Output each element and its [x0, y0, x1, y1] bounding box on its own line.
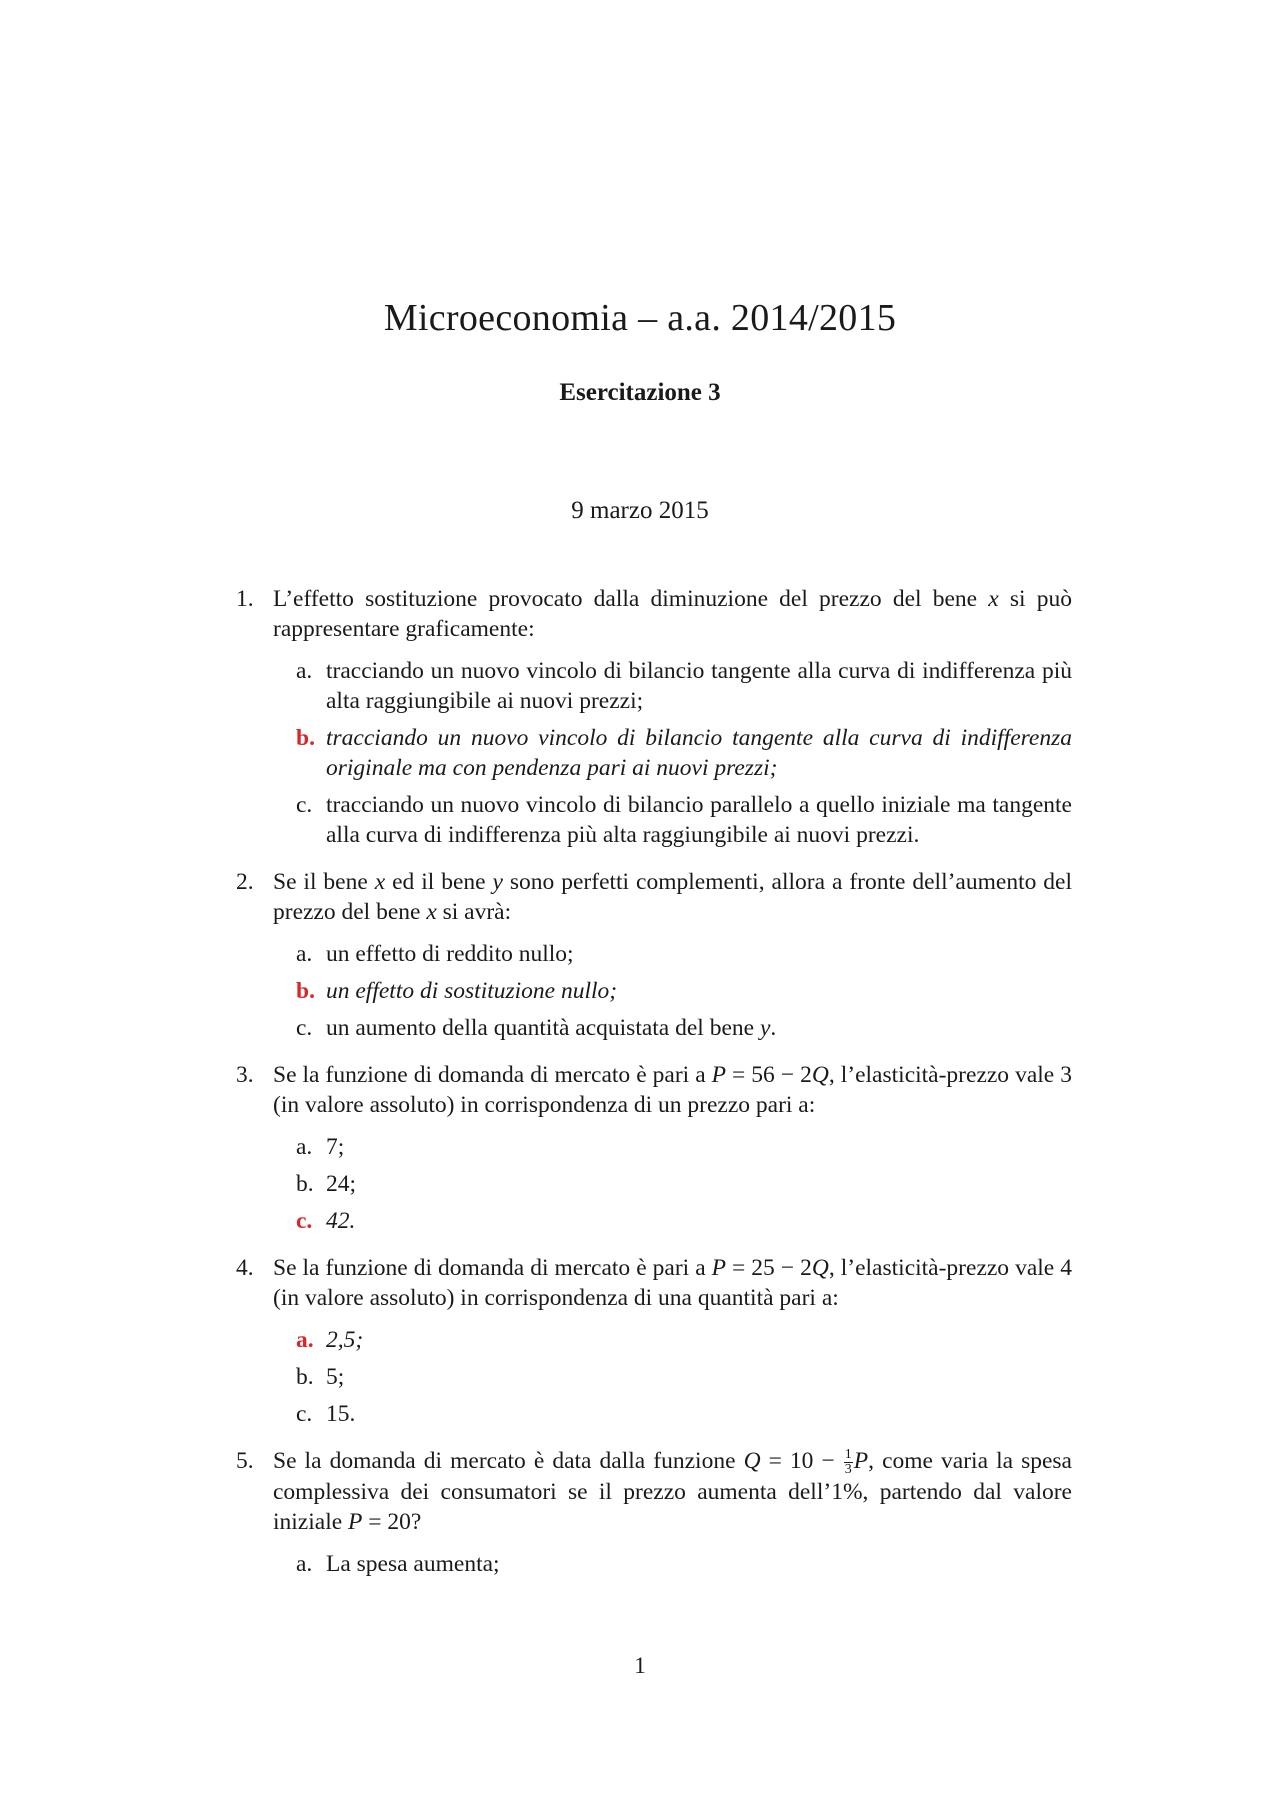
question-number: 4. — [236, 1255, 254, 1281]
option-list — [273, 1549, 1072, 1579]
page-number: 1 — [634, 1653, 646, 1678]
option-letter: b. — [296, 725, 315, 751]
question-list — [236, 584, 1072, 1596]
option-text: 42. — [326, 1208, 356, 1234]
option-c — [296, 790, 1072, 850]
option-a — [296, 1549, 1072, 1579]
option-text: tracciando un nuovo vincolo di bilancio tangente alla curva di indifferenza più alta raggiungibile ai nuovi prezzi; — [326, 658, 1072, 714]
option-letter: a. — [296, 1327, 314, 1353]
option-a — [296, 1132, 1072, 1162]
question-number: 1. — [236, 586, 254, 612]
option-letter: b. — [296, 1171, 314, 1197]
option-text: un aumento della quantità acquistata del bene y. — [326, 1015, 777, 1041]
option-c — [296, 1013, 1072, 1043]
question-5 — [236, 1446, 1072, 1579]
question-3 — [236, 1060, 1072, 1236]
option-letter: c. — [296, 1401, 313, 1427]
option-text: 2,5; — [326, 1327, 364, 1353]
option-text: tracciando un nuovo vincolo di bilancio tangente alla curva di indifferenza originale ma con pendenza pari ai nuovi prezzi; — [326, 725, 1072, 781]
document-subtitle: Esercitazione 3 — [559, 379, 721, 406]
fraction-one-third: $\frac{1}{3}$ — [844, 1447, 852, 1478]
option-text: tracciando un nuovo vincolo di bilancio parallelo a quello iniziale ma tangente alla curva di indifferenza più alta raggiungibile ai nuovi prezzi. — [326, 792, 1072, 848]
question-text: Se la funzione di domanda di mercato è pari a P = 56 − 2Q, l’elasticità-prezzo vale 3 (in valore assoluto) in corrispondenza di un prezzo pari a: — [273, 1062, 1072, 1118]
question-1 — [236, 584, 1072, 850]
question-number: 5. — [236, 1448, 254, 1474]
question-text: Se la domanda di mercato è data dalla funzione Q = 10 − $\frac{1}{3}$ P, come varia la spesa complessiva dei consumatori se il prezzo aumenta dell’1%, partendo dal valore iniziale P = 20? — [273, 1447, 1072, 1536]
question-4 — [236, 1253, 1072, 1429]
option-letter: c. — [296, 1208, 313, 1234]
option-letter: c. — [296, 1015, 313, 1041]
question-number: 3. — [236, 1062, 254, 1088]
option-text: La spesa aumenta; — [326, 1551, 500, 1578]
option-list — [273, 656, 1072, 850]
option-list — [273, 1132, 1072, 1236]
option-list — [273, 939, 1072, 1043]
option-c — [296, 1399, 1072, 1429]
question-2 — [236, 867, 1072, 1043]
question-text: L’effetto sostituzione provocato dalla diminuzione del prezzo del bene x si può rappresentare graficamente: — [273, 586, 1072, 642]
option-text: un effetto di reddito nullo; — [326, 941, 574, 967]
question-number: 2. — [236, 869, 254, 895]
option-text: 5; — [326, 1364, 345, 1390]
option-letter: a. — [296, 941, 313, 967]
option-letter: b. — [296, 978, 315, 1004]
option-letter: b. — [296, 1364, 314, 1390]
option-letter: c. — [296, 792, 313, 818]
option-letter: a. — [296, 1551, 313, 1578]
option-b-correct — [296, 976, 1072, 1006]
option-b — [296, 1169, 1072, 1199]
document-title: Microeconomia – a.a. 2014/2015 — [383, 297, 897, 339]
option-letter: a. — [296, 658, 313, 684]
option-text: 24; — [326, 1171, 357, 1197]
document-date: 9 marzo 2015 — [571, 497, 709, 524]
option-text: 15. — [326, 1401, 356, 1427]
option-a-correct — [296, 1325, 1072, 1355]
option-a — [296, 656, 1072, 716]
question-text: Se il bene x ed il bene y sono perfetti complementi, allora a fronte dell’aumento del prezzo del bene x si avrà: — [273, 869, 1072, 925]
option-a — [296, 939, 1072, 969]
question-text: Se la funzione di domanda di mercato è pari a P = 25 − 2Q, l’elasticità-prezzo vale 4 (in valore assoluto) in corrispondenza di una quantità pari a: — [273, 1255, 1072, 1311]
option-b-correct — [296, 723, 1072, 783]
option-c-correct — [296, 1206, 1072, 1236]
option-letter: a. — [296, 1134, 313, 1160]
option-list — [273, 1325, 1072, 1429]
option-text: un effetto di sostituzione nullo; — [326, 978, 618, 1004]
option-b — [296, 1362, 1072, 1392]
option-text: 7; — [326, 1134, 345, 1160]
